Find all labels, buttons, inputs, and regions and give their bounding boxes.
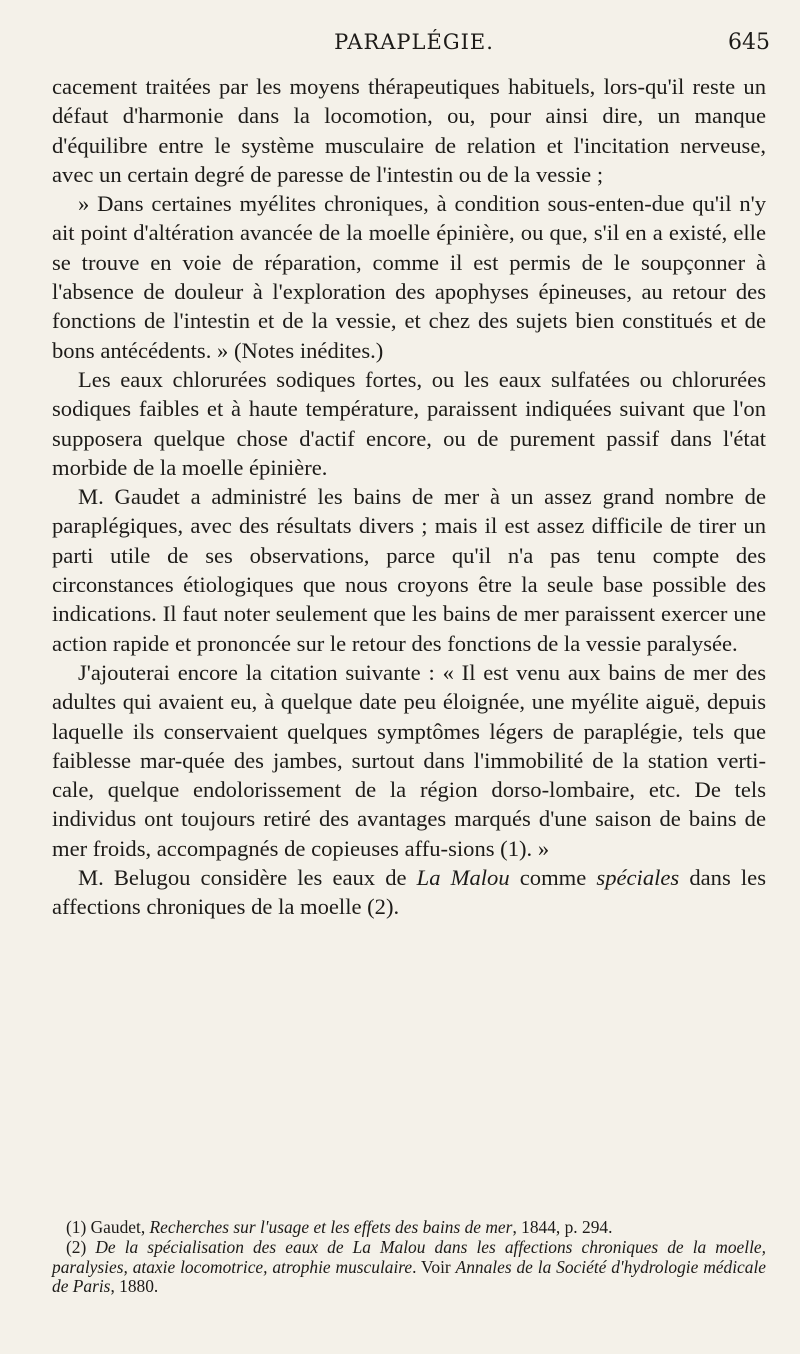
footnote-2-ref: , 1880.	[110, 1276, 159, 1297]
paragraph-1: cacement traitées par les moyens thérapeutiques habituels, lors-qu'il reste un défaut d'harmonie dans la locomotion, ou, pour ainsi dire, un manque d'équilibre entre le système musculaire de relation et l'incitation nerveuse, avec un certain degré de paresse de l'intestin ou de la vessie ;	[52, 74, 766, 187]
footnote-2-text: . Voir	[412, 1256, 456, 1277]
paragraph-4: M. Gaudet a administré les bains de mer à un assez grand nombre de paraplégiques, avec des résultats divers ; mais il est assez difficile de tirer un parti utile de ses observations, parce qu'il n'a pas tenu compte des circonstances étiologiques que nous croyons être la seule base possible des indications. Il faut noter seulement que les bains de mer paraissent exercer une action rapide et prononcée sur le retour des fonctions de la vessie paralysée.	[52, 484, 766, 656]
paragraph-6-text-b: comme	[509, 865, 597, 891]
paragraph-5: J'ajouterai encore la citation suivante : « Il est venu aux bains de mer des adultes qui avaient eu, à quelque date peu éloignée, une myélite aiguë, depuis laquelle ils conservaient quelques symptômes légers de paraplégie, tels que faiblesse mar-quée des jambes, surtout dans l'immobilité de la station verti-cale, quelque endolorissement de la région dorso-lombaire, etc. De tels individus ont toujours retiré des avantages marqués d'une saison de bains de mer froids, accompagnés de copieuses affu-sions (1). »	[52, 659, 766, 861]
page-number: 645	[728, 30, 770, 55]
chapter-title: PARAPLÉGIE.	[334, 30, 494, 54]
footnotes	[52, 1218, 766, 1297]
footnote-1-mark: (1) Gaudet,	[66, 1217, 150, 1237]
place-name-la-malou: La Malou	[416, 865, 510, 891]
main-text	[52, 72, 766, 922]
footnote-2-title: De la spécialisation des eaux de La Malou dans les affections chroniques de la moelle, paralysies, ataxie locomotrice, atrophie musculaire	[52, 1236, 766, 1277]
footnote-1-ref: , 1844, p. 294.	[512, 1217, 613, 1237]
footnote-1	[52, 1218, 766, 1238]
running-header	[58, 30, 770, 60]
paragraph-3: Les eaux chlorurées sodiques fortes, ou les eaux sulfatées ou chlorurées sodiques faibles et à haute température, paraissent indiquées suivant que l'on supposera quelque chose d'actif encore, ou de purement passif dans l'état morbide de la moelle épinière.	[52, 366, 766, 480]
footnote-2-mark: (2)	[66, 1236, 96, 1257]
footnote-2-journal: Annales de la Société d'hydrologie médicale de Paris	[52, 1256, 766, 1297]
paragraph-6-text-c: dans les affections chroniques de la moelle (2).	[52, 865, 766, 920]
footnote-2	[52, 1238, 766, 1297]
paragraph-6	[52, 863, 766, 922]
emphasis-speciales: spéciales	[596, 865, 680, 891]
footnote-1-title: Recherches sur l'usage et les effets des bains de mer	[149, 1217, 513, 1237]
paragraph-6-text-a: M. Belugou considère les eaux de	[78, 865, 417, 891]
paragraph-2: » Dans certaines myélites chroniques, à condition sous-enten-due qu'il n'y ait point d'altération avancée de la moelle épinière, ou que, s'il en a existé, elle se trouve en voie de réparation, comme il est permis de le soupçonner à l'absence de douleur à l'exploration des apophyses épineuses, au retour des fonctions de l'intestin et de la vessie, et chez des sujets bien constitués et de bons antécédents. » (Notes inédites.)	[52, 191, 766, 363]
